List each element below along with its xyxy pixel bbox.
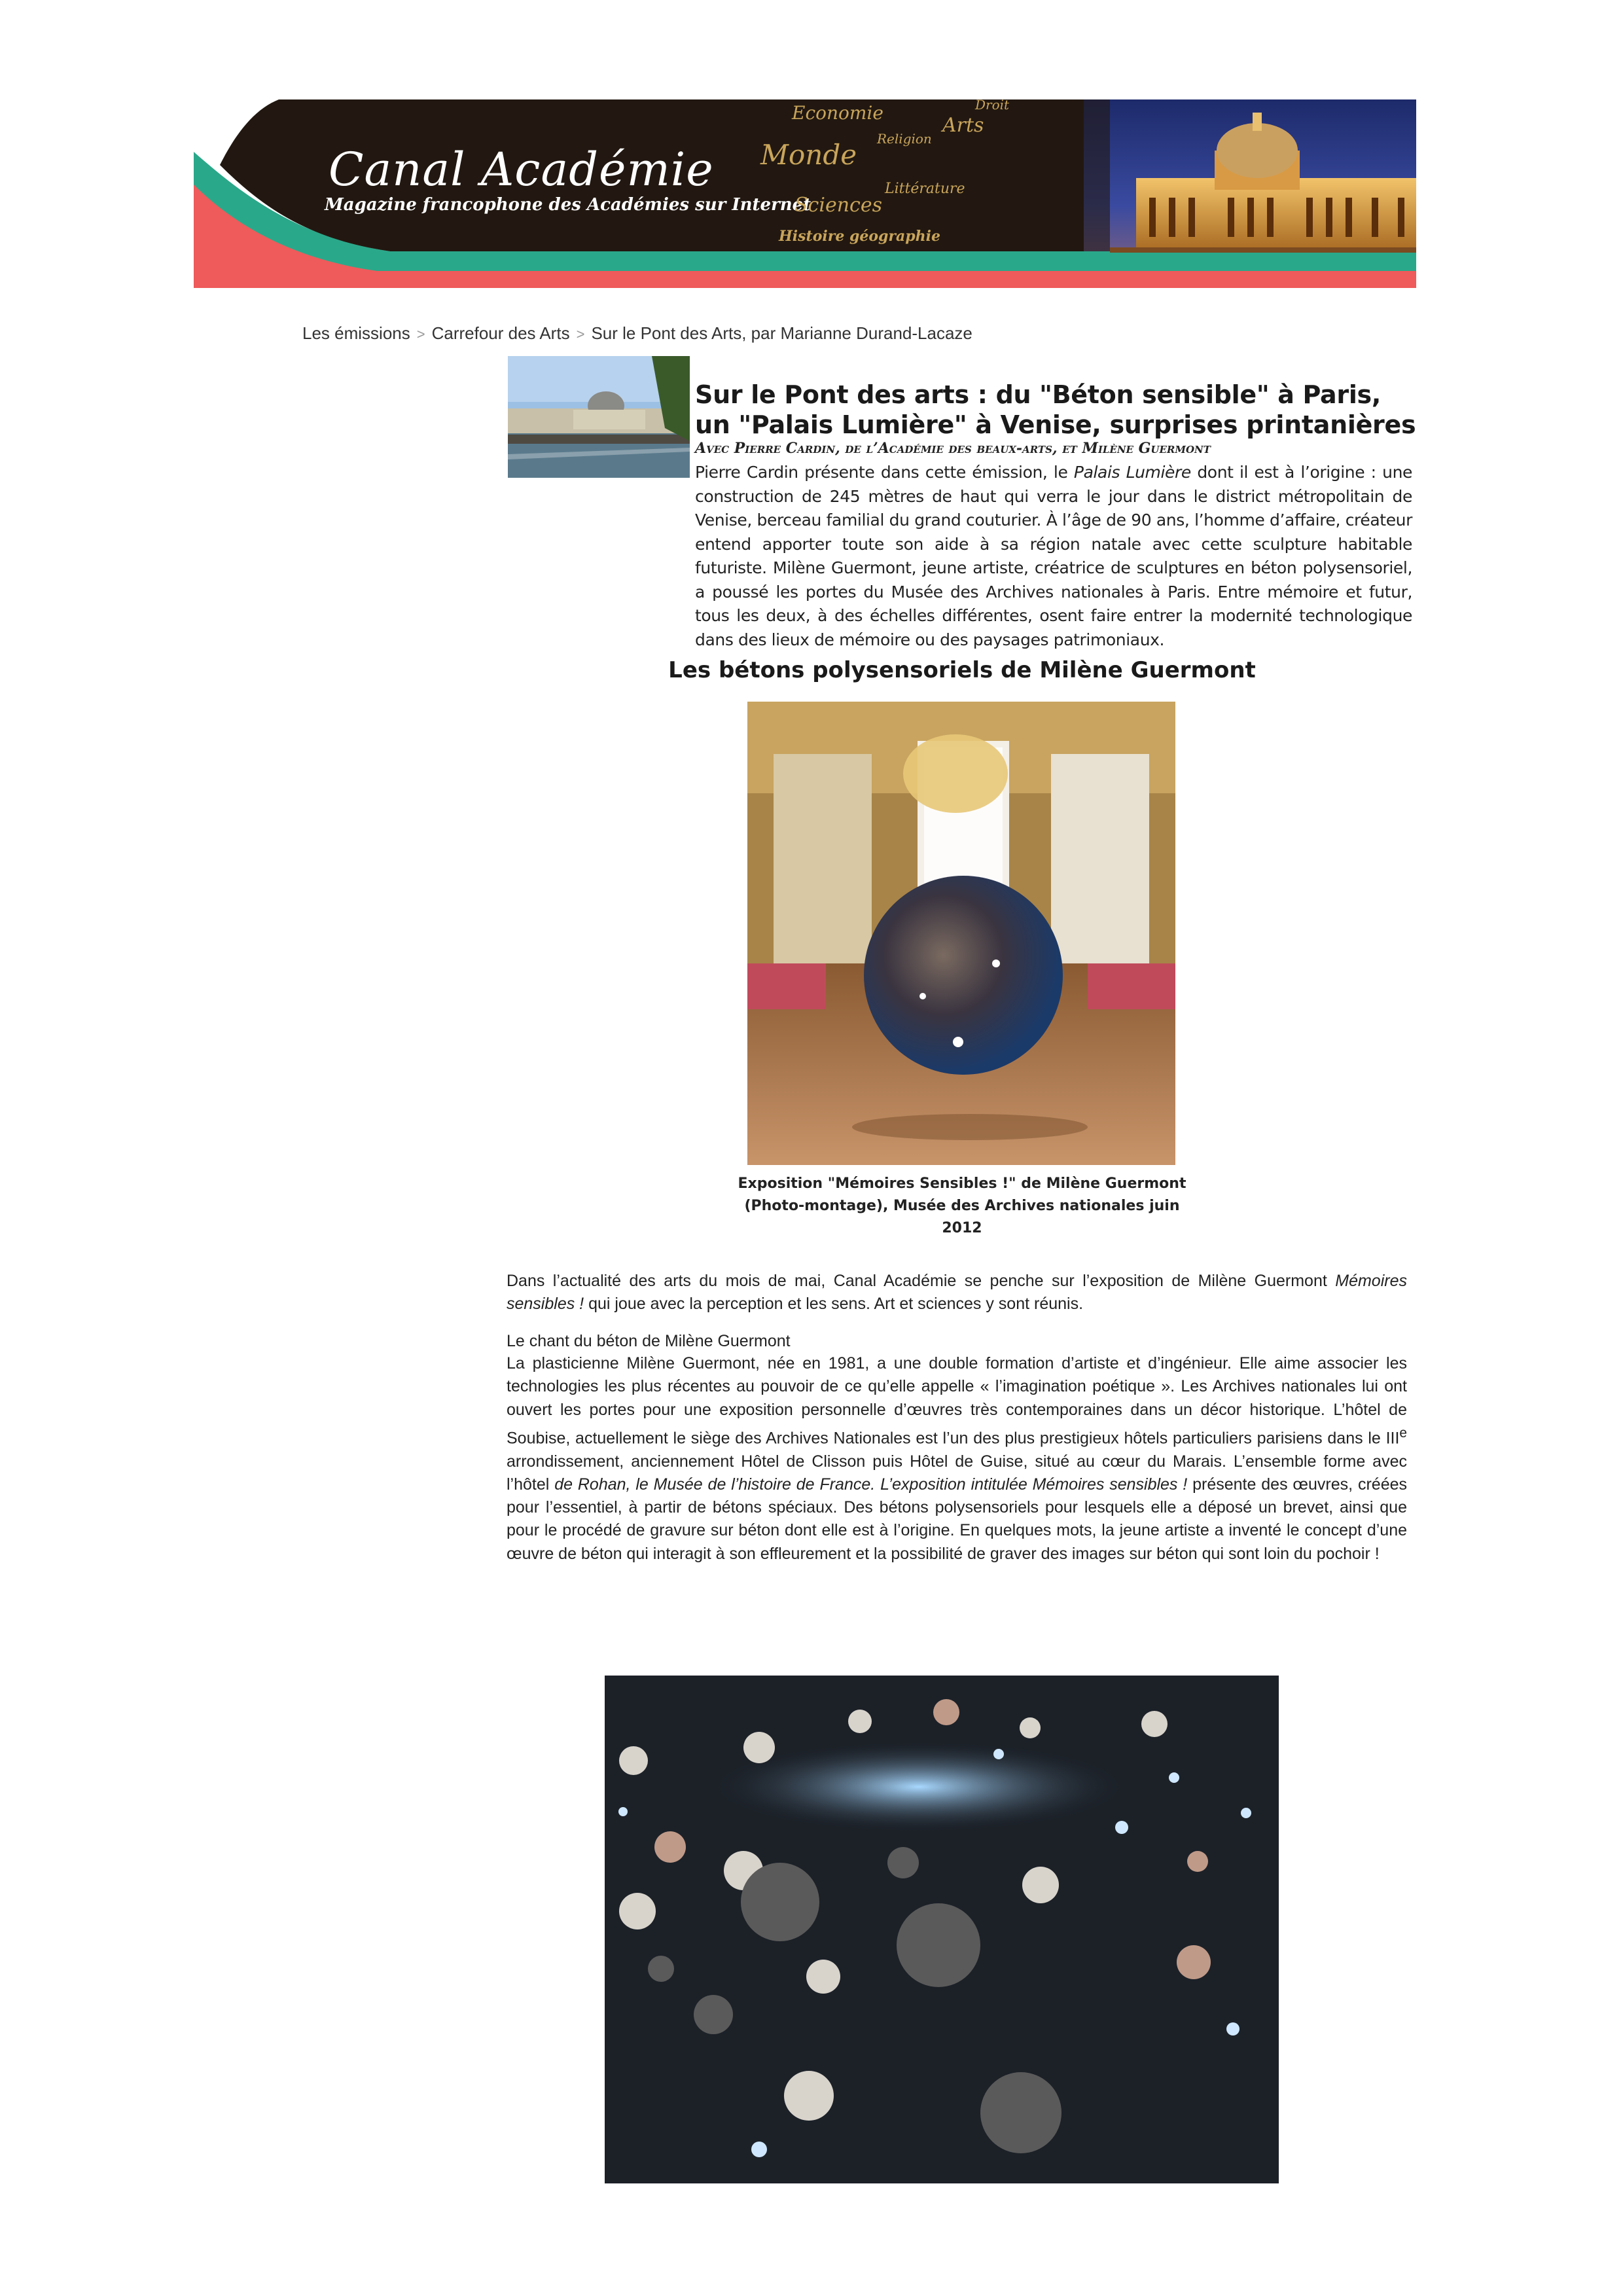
paragraph-text-end: présente des œuvres, créées pour l’essentiel, à partir de bétons spéciaux. Des bétons polysensoriels pour lesquels elle a déposé un brevet, ainsi que pour le procédé de gravure sur béton dont elle est à l’origine. En quelques mots, la jeune artiste a inventé le concept d’une œuvre de béton qui interagit à son effleurement et la possibilité de graver des images sur béton qui sont loin du pochoir !: [507, 1475, 1408, 1563]
paragraph-text-continued: qui joue avec la perception et les sens. Art et sciences y sont réunis.: [584, 1295, 1084, 1314]
breadcrumb: [302, 323, 972, 344]
article-thumbnail: [508, 356, 690, 478]
intro-text: Pierre Cardin présente dans cette émission, le: [695, 463, 1074, 482]
topic-link-droit[interactable]: Droit: [975, 99, 1010, 113]
intro-emphasis: Palais Lumière: [1073, 463, 1191, 482]
paragraph-emphasis: Mémoires sensibles !: [507, 1272, 1407, 1314]
photo-caption: Exposition "Mémoires Sensibles !" de Milène Guermont (Photo-montage), Musée des Archives nationales juin 2012: [738, 1175, 1186, 1236]
topic-link-sciences[interactable]: Sciences: [794, 194, 882, 217]
paragraph-text-continued: arrondissement, anciennement Hôtel de Clisson puis Hôtel de Guise, situé au cœur du Marais. L’ensemble forme avec l’hôtel: [507, 1452, 1407, 1494]
site-banner[interactable]: [194, 99, 1416, 288]
paragraph-text: La plasticienne Milène Guermont, née en 1981, a une double formation d’artiste et d’ingénieur. Elle aime associer les technologies les plus récentes au pouvoir de ce qu’elle appelle « l’imagination poétique ». Les Archives nationales lui ont ouvert les portes pour une exposition personnelle d’œuvres très contemporaines dans un décor historique. L’hôtel de Soubise, actuellement le siège des Archives Nationales est l’un des plus prestigieux hôtels particuliers parisiens dans le III: [507, 1354, 1407, 1448]
breadcrumb-item-carrefour-des-arts[interactable]: Carrefour des Arts: [431, 323, 570, 343]
topic-link-religion[interactable]: Religion: [877, 131, 932, 147]
topic-link-monde[interactable]: Monde: [760, 139, 857, 171]
breadcrumb-item-pont-des-arts[interactable]: Sur le Pont des Arts, par Marianne Durand-Lacaze: [591, 323, 972, 343]
breadcrumb-item-emissions[interactable]: Les émissions: [302, 323, 410, 343]
article-byline: Avec Pierre Cardin, de l’Académie des beaux-arts, et Milène Guermont: [695, 440, 1211, 457]
exhibition-photo: [747, 702, 1175, 1165]
topic-link-litterature[interactable]: Littérature: [885, 181, 965, 197]
body-paragraph-1: [507, 1270, 1407, 1316]
site-title[interactable]: Canal Académie: [329, 143, 714, 196]
breadcrumb-separator: >: [416, 326, 425, 342]
paragraph-text: Dans l’actualité des arts du mois de mai, Canal Académie se penche sur l’exposition de Milène Guermont: [507, 1272, 1336, 1290]
body-paragraph-2: [507, 1352, 1407, 1566]
topic-link-economie[interactable]: Economie: [792, 102, 883, 124]
intro-text-continued: dont il est à l’origine : une construction de 245 mètres de haut qui verra le jour dans le district métropolitain de Venise, berceau familial du grand couturier. À l’âge de 90 ans, l’homme d’affaire, créateur entend apporter toute son aide à sa région natale avec cette sculpture habitable futuriste. Milène Guermont, jeune artiste, créatrice de sculptures en béton polysensoriel, a poussé les portes du Musée des Archives nationales à Paris. Entre mémoire et futur, tous les deux, à des échelles différentes, osent faire entrer la modernité technologique dans des lieux de mémoire ou des paysages patrimoniaux.: [695, 463, 1413, 649]
superscript: e: [1399, 1425, 1407, 1441]
article-title: Sur le Pont des arts : du "Béton sensible" à Paris, un "Palais Lumière" à Venise, surprises printanières: [695, 380, 1416, 439]
concrete-spheres-photo: [605, 1676, 1279, 2183]
paragraph-emphasis: de Rohan, le Musée de l’histoire de France. L’exposition intitulée Mémoires sensibles !: [554, 1475, 1188, 1494]
site-subtitle: Magazine francophone des Académies sur Internet: [325, 195, 812, 215]
body-subheading: Le chant du béton de Milène Guermont: [507, 1332, 791, 1350]
topic-link-histoire-geographie[interactable]: Histoire géographie: [779, 228, 940, 245]
breadcrumb-separator: >: [576, 326, 585, 342]
section-title: Les bétons polysensoriels de Milène Guermont: [668, 657, 1256, 683]
topic-link-arts[interactable]: Arts: [942, 114, 984, 137]
article-intro: [503, 461, 1412, 652]
